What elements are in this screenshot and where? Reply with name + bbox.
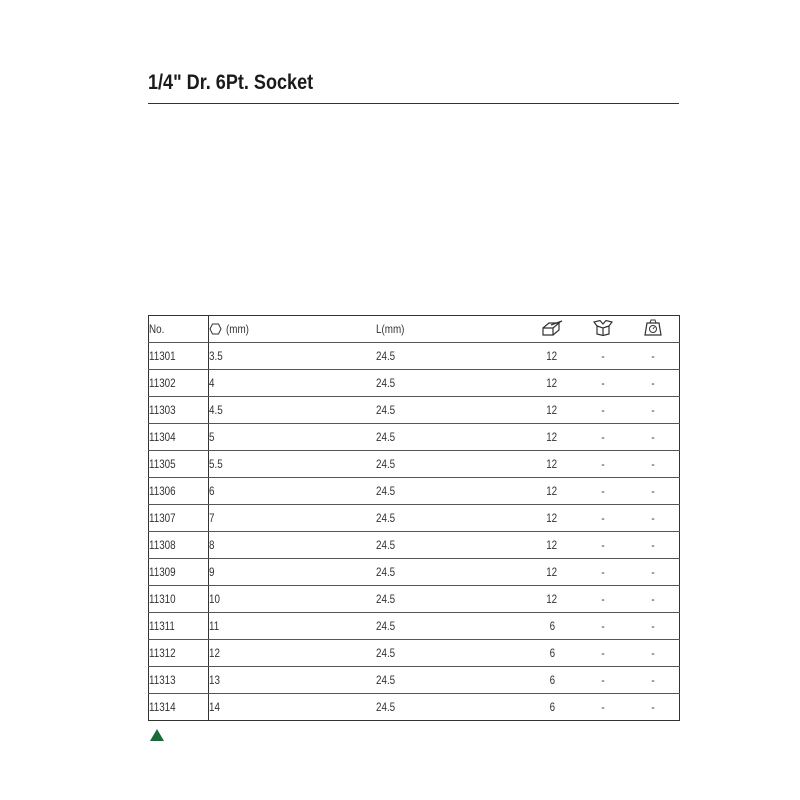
cell-inner-qty: 6: [549, 700, 555, 714]
cell-carton: -: [579, 451, 627, 478]
table-row: [149, 559, 680, 586]
cell-length: 24.5: [376, 370, 526, 397]
cell-weight: -: [627, 667, 680, 694]
table-row: [149, 667, 680, 694]
cell-size: 14: [209, 700, 220, 714]
cell-size: 4.5: [209, 397, 376, 424]
cell-length: 24.5: [376, 559, 526, 586]
spec-table: [148, 315, 680, 721]
cell-carton: -: [579, 478, 627, 505]
cell-inner-qty: 6: [526, 667, 579, 694]
cell-size: 11: [209, 613, 376, 640]
cell-length: 24.5: [376, 451, 526, 478]
cell-length: 24.5: [375, 700, 395, 714]
cell-no: 11311: [149, 613, 209, 640]
cell-weight: -: [627, 397, 680, 424]
cell-inner-qty: 12: [526, 559, 579, 586]
cell-carton: -: [579, 559, 627, 586]
cell-carton: -: [579, 424, 627, 451]
cell-inner-qty: 12: [526, 505, 579, 532]
cell-no: 11309: [149, 559, 209, 586]
cell-no: 11306: [149, 478, 209, 505]
cell-size: 5: [209, 424, 376, 451]
cell-length: 24.5: [376, 667, 526, 694]
cell-no: 11307: [149, 505, 209, 532]
carton-box-icon: [593, 319, 613, 336]
cell-weight: -: [627, 343, 680, 370]
table-row: [149, 694, 680, 721]
cell-no: 11310: [149, 586, 209, 613]
cell-size: 5.5: [209, 451, 376, 478]
cell-size: 10: [209, 586, 376, 613]
cell-size: 3.5: [209, 343, 376, 370]
cell-inner-qty: 12: [526, 370, 579, 397]
cell-length: 24.5: [376, 505, 526, 532]
triangle-marker-icon: [150, 729, 164, 741]
cell-carton: -: [579, 613, 627, 640]
table-row: [149, 478, 680, 505]
cell-inner-qty: 6: [526, 613, 579, 640]
cell-carton: -: [579, 505, 627, 532]
cell-no: 11302: [149, 370, 209, 397]
table-row: [149, 586, 680, 613]
cell-size: 12: [209, 640, 376, 667]
cell-length: 24.5: [376, 532, 526, 559]
table-row: [149, 505, 680, 532]
cell-length: 24.5: [376, 640, 526, 667]
cell-inner-qty: 12: [526, 343, 579, 370]
cell-no: 11301: [149, 343, 209, 370]
cell-carton: -: [579, 532, 627, 559]
cell-no: 11314: [149, 694, 209, 721]
cell-inner-qty: 12: [526, 532, 579, 559]
cell-weight: -: [627, 559, 680, 586]
table-row: [149, 397, 680, 424]
table-row: [149, 370, 680, 397]
cell-carton: -: [579, 586, 627, 613]
header-weight: [627, 316, 680, 343]
cell-length: 24.5: [376, 613, 526, 640]
header-inner-box: [526, 316, 579, 343]
cell-no: 11313: [149, 667, 209, 694]
cell-size: 9: [209, 559, 376, 586]
cell-size: 6: [209, 478, 376, 505]
hexagon-icon: [209, 323, 222, 335]
header-carton-box: [579, 316, 627, 343]
cell-inner-qty: 12: [526, 424, 579, 451]
header-length: L(mm): [376, 316, 526, 343]
cell-size: 7: [209, 505, 376, 532]
weight-scale-icon: [644, 319, 662, 336]
table-row: [149, 343, 680, 370]
cell-weight: -: [627, 505, 680, 532]
cell-inner-qty: 12: [526, 397, 579, 424]
table-row: [149, 532, 680, 559]
cell-size: 13: [209, 667, 376, 694]
inner-box-icon: [541, 320, 563, 336]
table-row: [149, 613, 680, 640]
cell-length: 24.5: [376, 397, 526, 424]
cell-carton: -: [579, 370, 627, 397]
cell-no: 11303: [149, 397, 209, 424]
cell-weight: -: [627, 586, 680, 613]
cell-weight: -: [627, 640, 680, 667]
cell-size: 8: [209, 532, 376, 559]
cell-no: 11305: [149, 451, 209, 478]
cell-carton: -: [579, 343, 627, 370]
cell-no: 11312: [149, 640, 209, 667]
cell-weight: -: [651, 700, 655, 714]
cell-length: 24.5: [376, 586, 526, 613]
cell-carton: -: [600, 700, 605, 714]
cell-no: 11308: [149, 532, 209, 559]
cell-inner-qty: 6: [526, 640, 579, 667]
header-no: No.: [149, 316, 209, 343]
cell-inner-qty: 12: [526, 586, 579, 613]
table-row: [149, 451, 680, 478]
cell-length: 24.5: [376, 478, 526, 505]
cell-length: 24.5: [376, 424, 526, 451]
title-divider: [148, 103, 679, 104]
cell-weight: -: [627, 370, 680, 397]
table-row: [149, 640, 680, 667]
cell-size: 4: [209, 370, 376, 397]
cell-weight: -: [627, 478, 680, 505]
cell-inner-qty: 12: [526, 478, 579, 505]
cell-weight: -: [627, 424, 680, 451]
page-title: 1/4" Dr. 6Pt. Socket: [148, 71, 314, 94]
table-row: [149, 424, 680, 451]
header-size: (mm): [209, 316, 376, 343]
cell-weight: -: [627, 451, 680, 478]
cell-weight: -: [627, 532, 680, 559]
cell-carton: -: [579, 640, 627, 667]
cell-length: 24.5: [376, 343, 526, 370]
cell-inner-qty: 12: [526, 451, 579, 478]
cell-weight: -: [627, 613, 680, 640]
cell-no: 11304: [149, 424, 209, 451]
table-header-row: [149, 316, 680, 343]
cell-carton: -: [579, 397, 627, 424]
cell-carton: -: [579, 667, 627, 694]
